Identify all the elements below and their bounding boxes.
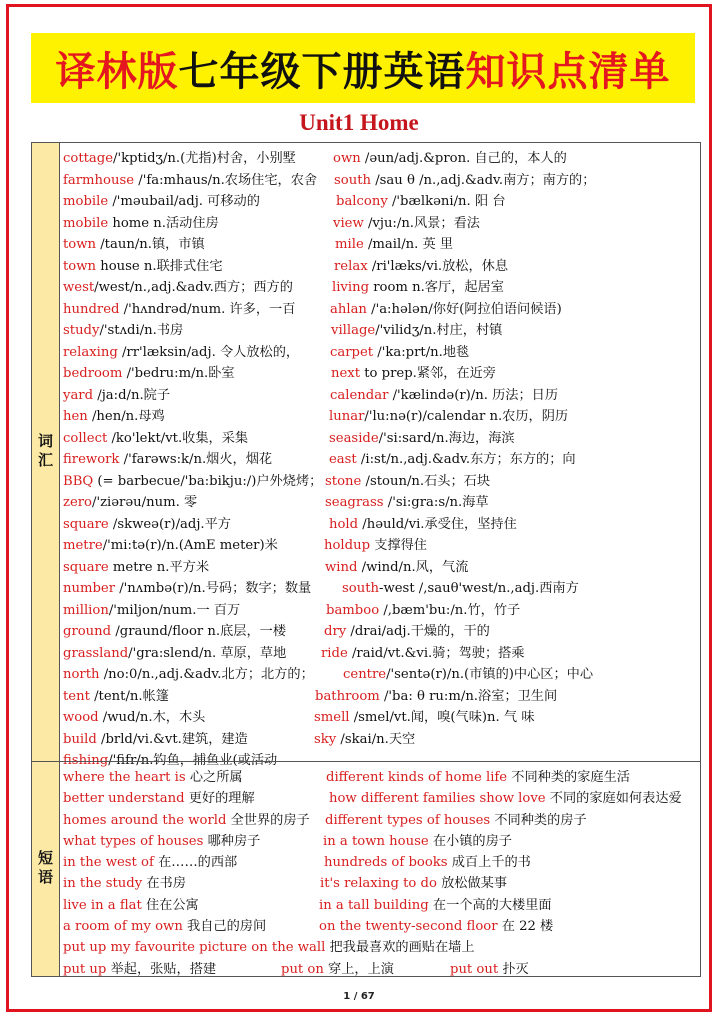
vocab-term: ahlan xyxy=(330,301,367,317)
vocab-row xyxy=(63,170,700,192)
vocab-definition: /graund/floor n.底层，一楼 xyxy=(111,624,287,639)
title-part-publisher: 译林版 xyxy=(55,48,179,95)
phrase-entry xyxy=(326,767,630,788)
phrase-entry xyxy=(323,831,512,852)
vocab-row xyxy=(63,471,700,493)
vocab-definition: /'ba: θ ru:m/n.浴室；卫生间 xyxy=(379,688,558,704)
vocab-term: firework xyxy=(63,452,120,467)
vocab-row xyxy=(63,664,700,686)
vocab-definition: /ko'lekt/vt.收集，采集 xyxy=(107,430,249,446)
vocab-entry xyxy=(324,535,427,556)
vocab-term: bamboo xyxy=(326,602,380,618)
vocab-entry xyxy=(63,578,311,599)
vocab-entry xyxy=(63,363,235,384)
vocab-entry xyxy=(330,299,562,320)
phrases-label: 短语 xyxy=(36,850,54,888)
vocab-row xyxy=(63,729,700,751)
vocab-entry xyxy=(343,664,593,685)
vocab-row xyxy=(63,449,700,471)
vocab-term: south xyxy=(342,581,379,596)
phrase-definition: 把我最喜欢的画贴在墙上 xyxy=(325,940,475,956)
vocab-term: square xyxy=(63,516,109,532)
vocab-entry xyxy=(329,406,568,427)
vocab-row xyxy=(63,277,700,299)
vocab-entry xyxy=(329,514,517,535)
vocab-entry xyxy=(334,170,595,191)
phrase-row xyxy=(63,831,700,852)
vocab-entry xyxy=(63,621,286,642)
vocab-definition: /i:st/n.,adj.&adv.东方；东方的；向 xyxy=(356,452,576,467)
vocab-term: hundred xyxy=(63,301,120,317)
vocab-term: calendar xyxy=(330,387,389,403)
phrase-row xyxy=(63,895,700,916)
phrase-term: hundreds of books xyxy=(324,855,448,871)
phrase-row xyxy=(63,873,700,894)
vocab-term: study xyxy=(63,323,100,338)
vocab-definition: /skai/n.天空 xyxy=(336,731,416,747)
phrase-term: in a town house xyxy=(323,833,429,849)
vocab-entry xyxy=(63,471,322,492)
phrase-entry xyxy=(320,873,507,894)
vocab-entry xyxy=(63,428,248,449)
vocab-entry xyxy=(333,148,567,169)
vocab-entry xyxy=(325,492,489,513)
phrase-term: put up xyxy=(63,961,107,977)
vocab-row xyxy=(63,148,700,170)
phrase-definition: 成百上千的书 xyxy=(447,855,531,871)
vocab-term: living xyxy=(332,280,370,295)
phrase-term: live in a flat xyxy=(63,897,142,913)
phrase-row xyxy=(63,937,700,958)
title-part-grade: 七年级下册英语 xyxy=(178,48,466,95)
vocab-entry xyxy=(321,643,525,664)
vocab-definition: /'kptidʒ/n.(尤指)村舍，小别墅 xyxy=(113,151,296,166)
vocab-entry xyxy=(63,342,299,363)
vocab-entry xyxy=(326,600,520,621)
vocab-definition: /əun/adj.&pron. 自己的，本人的 xyxy=(360,151,567,166)
vocab-term: seaside xyxy=(329,430,379,446)
vocab-definition: /no:0/n.,adj.&adv.北方；北方的； xyxy=(99,667,314,682)
vocab-term: number xyxy=(63,581,116,596)
vocab-entry xyxy=(63,277,293,298)
phrase-entry xyxy=(63,916,266,937)
vocab-row xyxy=(63,256,700,278)
vocab-definition: /'bedru:m/n.卧室 xyxy=(122,366,235,381)
vocab-definition: room n.客厅，起居室 xyxy=(369,280,504,295)
vocab-definition: /'sentə(r)/n.(市镇的)中心区；中心 xyxy=(386,667,594,682)
vocab-term: seagrass xyxy=(325,495,384,510)
phrase-definition: 在一个高的大楼里面 xyxy=(428,897,552,913)
phrase-entry xyxy=(63,895,199,916)
vocab-definition: /skweə(r)/adj.平方 xyxy=(108,516,231,532)
vocab-term: stone xyxy=(325,473,362,489)
vocab-definition: /'si:gra:s/n.海草 xyxy=(383,495,489,510)
vocab-term: mobile xyxy=(63,215,109,231)
vocab-entry xyxy=(332,277,504,298)
vocab-definition: /'lu:nə(r)/calendar n.农历，阴历 xyxy=(364,409,569,424)
vocab-definition: /'a:hələn/你好(阿拉伯语问候语) xyxy=(366,301,562,317)
phrase-entry xyxy=(329,788,682,809)
vocab-term: square xyxy=(63,559,109,575)
vocab-term: hold xyxy=(329,516,359,532)
vocab-entry xyxy=(63,191,260,212)
vocab-definition: /mail/n. 英 里 xyxy=(363,237,454,252)
vocab-row xyxy=(63,191,700,213)
vocab-definition: -west /,sauθ'west/n.,adj.西南方 xyxy=(379,581,579,596)
vocab-entry xyxy=(63,299,295,320)
phrase-definition: 我自己的房间 xyxy=(182,919,267,935)
phrases-label-cell xyxy=(32,762,60,976)
phrase-definition: 心之所属 xyxy=(185,770,243,785)
vocab-entry xyxy=(315,686,557,707)
vocab-entry xyxy=(331,320,502,341)
vocabulary-section xyxy=(31,142,701,768)
vocab-definition: /'fifr/n.钓鱼，捕鱼业(或活动 xyxy=(108,753,278,768)
vocab-entry xyxy=(63,256,223,277)
vocab-entry xyxy=(329,428,515,449)
title-part-checklist: 知识点清单 xyxy=(465,48,671,95)
vocab-term: own xyxy=(333,151,361,166)
unit-title: Unit1 Home xyxy=(299,110,419,135)
vocab-row xyxy=(63,535,700,557)
phrase-entry xyxy=(281,959,394,980)
vocab-term: BBQ xyxy=(63,473,94,489)
vocab-definition: /'ziərəu/num. 零 xyxy=(92,495,198,510)
vocab-entry xyxy=(63,385,170,406)
vocab-definition: house n.联排式住宅 xyxy=(96,258,223,274)
vocab-definition: /west/n.,adj.&adv.西方；西方的 xyxy=(94,280,293,295)
vocab-definition: /raid/vt.&vi.骑；驾驶；搭乘 xyxy=(347,645,525,661)
vocab-definition: /tent/n.帐篷 xyxy=(89,688,169,704)
vocab-row xyxy=(63,320,700,342)
vocab-term: farmhouse xyxy=(63,172,135,188)
vocab-definition: /'hʌndrəd/num. 许多，一百 xyxy=(119,301,296,317)
vocab-entry xyxy=(335,234,453,255)
vocab-row xyxy=(63,600,700,622)
phrase-definition: 不同的家庭如何表达爱 xyxy=(545,791,682,807)
phrase-row xyxy=(63,788,700,809)
vocab-entry xyxy=(63,406,165,427)
phrase-entry xyxy=(63,937,475,958)
phrases-section xyxy=(31,761,701,977)
vocab-row xyxy=(63,578,700,600)
phrase-row xyxy=(63,959,700,980)
vocab-entry xyxy=(63,234,205,255)
phrase-row xyxy=(63,852,700,873)
phrase-definition: 在……的西部 xyxy=(153,855,238,871)
phrase-definition: 扑灭 xyxy=(498,961,529,977)
vocab-term: fishing xyxy=(63,753,109,768)
phrase-term: in the study xyxy=(63,876,143,892)
vocab-entry xyxy=(325,557,468,578)
vocab-definition: (= barbecue/'ba:bikju:/)户外烧烤； xyxy=(93,473,323,489)
phrase-row xyxy=(63,916,700,937)
vocab-term: wood xyxy=(63,710,99,725)
title-banner xyxy=(31,33,695,103)
phrase-definition: 不同种类的房子 xyxy=(490,812,587,828)
page-number: 1 / 67 xyxy=(343,991,375,1002)
vocabulary-label: 词汇 xyxy=(36,433,54,471)
vocab-entry xyxy=(330,385,558,406)
vocab-entry xyxy=(63,707,205,728)
document-page xyxy=(6,4,712,1012)
vocab-term: relaxing xyxy=(63,344,118,360)
vocab-definition: /'məubail/adj. 可移动的 xyxy=(108,194,260,209)
phrase-term: put up my favourite picture on the wall xyxy=(63,940,326,956)
vocab-term: million xyxy=(63,602,109,618)
vocab-term: yard xyxy=(63,387,94,403)
vocab-row xyxy=(63,385,700,407)
vocab-entry xyxy=(63,557,209,578)
phrase-definition: 住在公寓 xyxy=(141,897,199,913)
vocab-definition: /,bæm'bu:/n.竹，竹子 xyxy=(379,602,521,618)
vocab-row xyxy=(63,299,700,321)
vocab-definition: /smel/vt.闻，嗅(气味)n. 气 味 xyxy=(349,710,535,725)
vocab-term: balcony xyxy=(336,194,388,209)
vocab-term: north xyxy=(63,667,100,682)
vocab-entry xyxy=(330,342,469,363)
phrase-entry xyxy=(325,810,587,831)
vocab-definition: /'bælkəni/n. 阳 台 xyxy=(387,194,506,209)
vocab-definition: /'stʌdi/n.书房 xyxy=(99,323,184,338)
vocab-definition: /'kælində(r)/n. 历法；日历 xyxy=(388,387,559,403)
phrase-term: different types of houses xyxy=(325,812,491,828)
phrase-term: it's relaxing to do xyxy=(320,876,437,892)
vocab-definition: /'miljon/num.一 百万 xyxy=(108,602,241,618)
vocab-term: ride xyxy=(321,645,348,661)
vocab-row xyxy=(63,234,700,256)
vocab-entry xyxy=(334,256,508,277)
vocab-row xyxy=(63,428,700,450)
phrase-definition: 穿上，上演 xyxy=(323,961,394,977)
vocab-definition: /ja:d/n.院子 xyxy=(93,387,171,403)
vocab-row xyxy=(63,643,700,665)
phrase-entry xyxy=(63,831,260,852)
vocab-entry xyxy=(329,449,576,470)
vocab-definition: /wind/n.风，气流 xyxy=(357,559,469,575)
vocab-entry xyxy=(63,643,286,664)
phrase-row xyxy=(63,767,700,788)
phrase-term: on the twenty-second floor xyxy=(319,919,498,935)
vocab-entry xyxy=(336,191,506,212)
vocab-definition: /'ka:prt/n.地毯 xyxy=(373,344,470,360)
vocab-definition: /'fa:mhaus/n.农场住宅，农舍 xyxy=(134,172,318,188)
vocab-entry xyxy=(63,514,231,535)
vocab-entry xyxy=(63,320,183,341)
vocab-definition: /hen/n.母鸡 xyxy=(87,409,165,424)
phrase-definition: 在小镇的房子 xyxy=(428,833,512,849)
vocab-term: centre xyxy=(343,667,387,682)
vocab-entry xyxy=(314,707,535,728)
phrase-entry xyxy=(63,852,237,873)
vocab-term: ground xyxy=(63,624,112,639)
vocab-term: cottage xyxy=(63,151,114,166)
vocab-term: tent xyxy=(63,688,90,704)
vocab-entry xyxy=(342,578,579,599)
vocab-term: town xyxy=(63,258,97,274)
vocab-entry xyxy=(63,729,248,750)
vocab-term: hen xyxy=(63,409,88,424)
vocab-definition: /wud/n.木，木头 xyxy=(98,710,206,725)
vocab-definition: /drai/adj.干燥的，干的 xyxy=(346,624,490,639)
phrase-term: put on xyxy=(281,961,324,977)
vocab-term: smell xyxy=(314,710,350,725)
vocab-term: grassland xyxy=(63,645,129,661)
vocab-definition: /'farəws:k/n.烟火，烟花 xyxy=(119,452,273,467)
vocab-definition: 支撑得住 xyxy=(370,538,427,553)
vocab-entry xyxy=(63,492,197,513)
phrase-term: what types of houses xyxy=(63,833,204,849)
vocab-definition: /rr'læksin/adj. 令人放松的， xyxy=(117,344,300,360)
vocab-term: dry xyxy=(324,624,347,639)
vocab-term: carpet xyxy=(330,344,374,360)
phrase-term: where the heart is xyxy=(63,770,186,785)
vocab-term: zero xyxy=(63,495,92,510)
vocab-entry xyxy=(63,664,314,685)
vocab-term: holdup xyxy=(324,538,371,553)
phrase-term: in the west of xyxy=(63,855,154,871)
vocab-term: bedroom xyxy=(63,366,123,381)
vocab-definition: /'mi:tə(r)/n.(AmE meter)米 xyxy=(102,538,278,553)
phrase-entry xyxy=(319,916,553,937)
vocab-term: south xyxy=(334,172,371,188)
phrase-entry xyxy=(63,767,243,788)
phrase-entry xyxy=(450,959,529,980)
vocab-term: sky xyxy=(314,731,337,747)
phrase-entry xyxy=(63,788,255,809)
vocab-definition: /'nʌmbə(r)/n.号码；数字；数量 xyxy=(115,581,312,596)
phrases-rows xyxy=(63,767,700,980)
vocab-definition: home n.活动住房 xyxy=(108,215,219,231)
phrase-entry xyxy=(63,873,186,894)
vocab-term: relax xyxy=(334,258,368,274)
phrase-term: better understand xyxy=(63,791,185,807)
vocab-term: build xyxy=(63,731,97,747)
vocab-entry xyxy=(63,535,278,556)
vocab-term: collect xyxy=(63,430,108,446)
vocab-term: view xyxy=(333,215,364,231)
phrase-term: put out xyxy=(450,961,499,977)
vocab-row xyxy=(63,406,700,428)
vocab-entry xyxy=(63,213,219,234)
vocab-row xyxy=(63,686,700,708)
vocabulary-label-cell xyxy=(32,143,60,761)
vocab-entry xyxy=(325,471,490,492)
vocab-term: mobile xyxy=(63,194,109,209)
vocab-term: wind xyxy=(325,559,358,575)
phrase-term: homes around the world xyxy=(63,812,227,828)
vocab-row xyxy=(63,363,700,385)
vocab-entry xyxy=(63,148,296,169)
vocab-entry xyxy=(314,729,415,750)
vocab-term: mile xyxy=(335,237,364,252)
vocab-term: village xyxy=(331,323,376,338)
vocab-entry xyxy=(324,621,490,642)
phrase-definition: 在书房 xyxy=(142,876,186,892)
phrase-term: how different families show love xyxy=(329,791,546,807)
vocab-definition: /taun/n.镇，市镇 xyxy=(96,237,205,252)
vocab-row xyxy=(63,213,700,235)
phrase-definition: 举起，张贴，搭建 xyxy=(106,961,217,977)
phrase-definition: 更好的理解 xyxy=(184,791,255,807)
phrase-definition: 放松做某事 xyxy=(436,876,508,892)
phrase-definition: 全世界的房子 xyxy=(226,812,310,828)
vocab-definition: to prep.紧邻，在近旁 xyxy=(360,366,496,381)
vocab-term: west xyxy=(63,280,95,295)
vocab-entry xyxy=(333,213,480,234)
phrase-row xyxy=(63,810,700,831)
vocab-row xyxy=(63,707,700,729)
vocab-row xyxy=(63,342,700,364)
phrase-entry xyxy=(63,810,310,831)
vocab-definition: /sau θ /n.,adj.&adv.南方；南方的； xyxy=(371,172,596,188)
vocab-row xyxy=(63,621,700,643)
vocab-row xyxy=(63,492,700,514)
phrase-definition: 不同种类的家庭生活 xyxy=(507,770,630,785)
vocab-term: lunar xyxy=(329,409,365,424)
vocab-definition: /stoun/n.石头；石块 xyxy=(361,473,491,489)
vocab-definition: /brld/vi.&vt.建筑，建造 xyxy=(96,731,248,747)
phrase-entry xyxy=(63,959,216,980)
vocab-definition: /'si:sard/n.海边，海滨 xyxy=(378,430,515,446)
phrase-term: in a tall building xyxy=(319,897,429,913)
phrase-term: a room of my own xyxy=(63,919,183,935)
vocab-entry xyxy=(63,170,317,191)
vocab-definition: /'gra:slend/n. 草原，草地 xyxy=(128,645,287,661)
phrase-entry xyxy=(319,895,552,916)
vocab-term: east xyxy=(329,452,357,467)
vocab-row xyxy=(63,557,700,579)
vocab-entry xyxy=(63,686,169,707)
phrase-term: different kinds of home life xyxy=(326,770,508,785)
vocab-term: next xyxy=(331,366,361,381)
vocab-entry xyxy=(331,363,496,384)
vocab-entry xyxy=(63,449,272,470)
vocab-definition: metre n.平方米 xyxy=(108,559,210,575)
vocab-entry xyxy=(63,600,240,621)
phrase-definition: 在 22 楼 xyxy=(497,919,554,935)
vocabulary-rows xyxy=(63,148,700,772)
vocab-term: town xyxy=(63,237,97,252)
vocab-term: bathroom xyxy=(315,688,380,704)
vocab-definition: /həuld/vi.承受住，坚持住 xyxy=(358,516,517,532)
vocab-definition: /ri'læks/vi.放松，休息 xyxy=(367,258,509,274)
phrase-definition: 哪种房子 xyxy=(203,833,261,849)
phrase-entry xyxy=(324,852,531,873)
vocab-definition: /vju:/n.风景；看法 xyxy=(363,215,480,231)
vocab-row xyxy=(63,514,700,536)
vocab-term: metre xyxy=(63,538,103,553)
vocab-definition: /'vilidʒ/n.村庄，村镇 xyxy=(375,323,503,338)
